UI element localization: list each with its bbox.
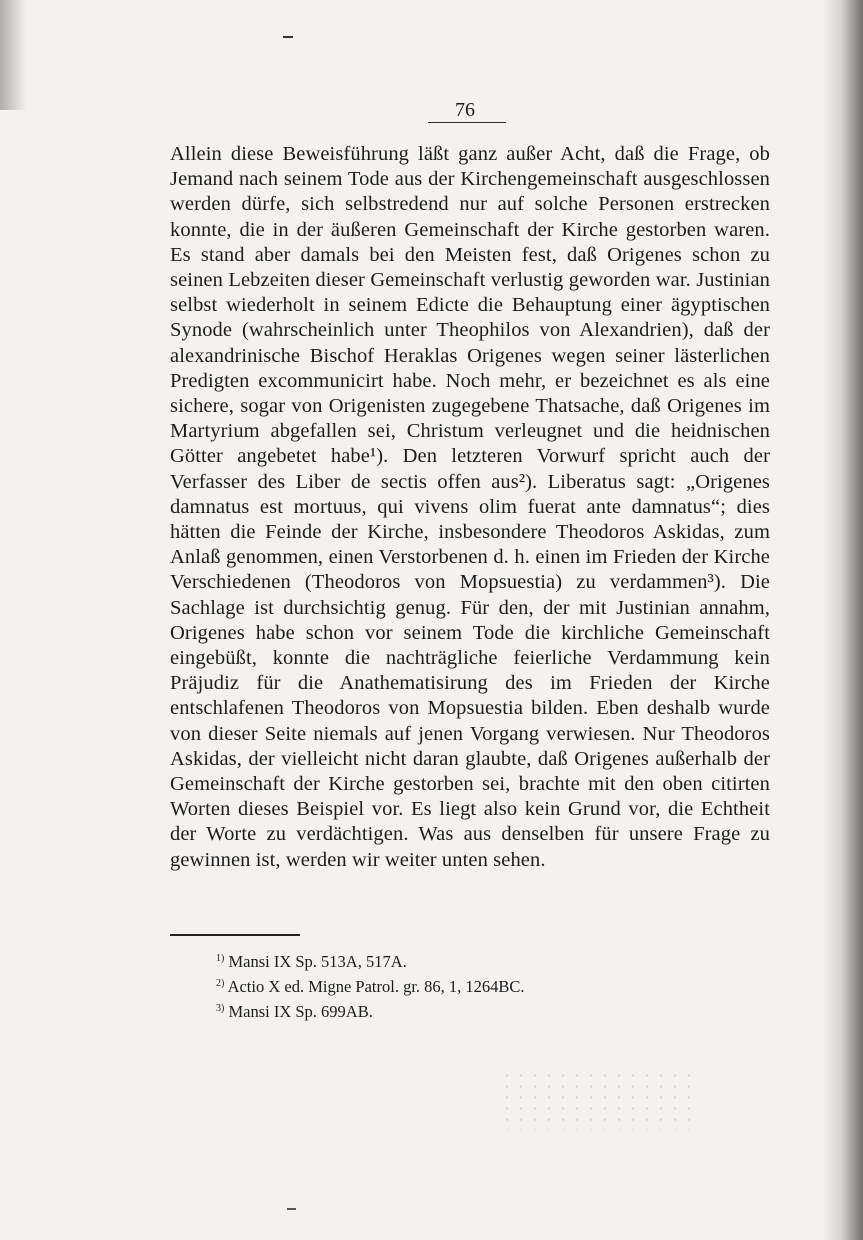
footnote-marker: 3): [216, 1003, 225, 1014]
footnote-1: [216, 948, 656, 973]
footnote-divider: [170, 934, 300, 936]
page-number: 76: [455, 99, 475, 121]
page-number-rule: [428, 122, 506, 123]
scan-mark-bottom: [287, 1208, 296, 1210]
body-paragraph: Allein diese Beweisführung läßt ganz außer Acht, daß die Frage, ob Jemand nach seinem Tode aus der Kirchengemeinschaft ausgeschlossen werden dürfe, sich selbstredend nur auf solche Personen erstrecken konnte, die in der äußeren Gemeinschaft der Kirche gestorben waren. Es stand aber damals bei den Meisten fest, daß Origenes schon zu seinen Lebzeiten dieser Gemeinschaft verlustig geworden war. Justinian selbst wiederholt in seinem Edicte die Behauptung einer ägyptischen Synode (wahrscheinlich unter Theophilos von Alexandrien), daß der alexandrinische Bischof Heraklas Origenes wegen seiner lästerlichen Predigten excommunicirt habe. Noch mehr, er bezeichnet es als eine sichere, sogar von Origenisten zugegebene Thatsache, daß Origenes im Martyrium abgefallen sei, Christum verleugnet und die heidnischen Götter angebetet habe¹). Den letzteren Vorwurf spricht auch der Verfasser des Liber de sectis offen aus²). Liberatus sagt: „Origenes damnatus est mortuus, qui vivens olim fuerat ante damnatus“; dies hätten die Feinde der Kirche, insbesondere Theodoros Askidas, zum Anlaß genommen, einen Verstorbenen d. h. einen im Frieden der Kirche Verschiedenen (Theodoros von Mopsuestia) zu verdammen³). Die Sachlage ist durchsichtig genug. Für den, der mit Justinian annahm, Origenes habe schon vor seinem Tode die kirchliche Gemeinschaft eingebüßt, konnte die nachträgliche feierliche Verdammung kein Präjudiz für die Anathematisirung des im Frieden der Kirche entschlafenen Theodoros von Mopsuestia bilden. Eben deshalb wurde von dieser Seite niemals auf jenen Vorgang verwiesen. Nur Theodoros Askidas, der vielleicht nicht daran glaubte, daß Origenes außerhalb der Gemeinschaft der Kirche gestorben sei, brachte mit den oben citirten Worten dieses Beispiel vor. Es liegt also kein Grund vor, die Echtheit der Worte zu verdächtigen. Was aus denselben für unsere Frage zu gewinnen ist, werden wir weiter unten sehen.: [170, 143, 770, 871]
footnote-marker: 1): [216, 953, 225, 964]
scan-shadow-left: [0, 0, 26, 110]
footnotes: [216, 948, 656, 1023]
footnote-marker: 2): [216, 978, 225, 989]
footnote-text: Mansi IX Sp. 699AB.: [228, 1002, 373, 1021]
footnote-text: Actio X ed. Migne Patrol. gr. 86, 1, 1264BC.: [227, 977, 525, 996]
scan-shadow-right: [823, 0, 863, 1240]
footnote-3: [216, 998, 656, 1023]
footnote-text: Mansi IX Sp. 513A, 517A.: [228, 952, 407, 971]
scan-speckle: [500, 1070, 700, 1130]
body-text: [170, 142, 770, 873]
footnote-2: [216, 973, 656, 998]
scan-mark-top: [283, 36, 293, 38]
